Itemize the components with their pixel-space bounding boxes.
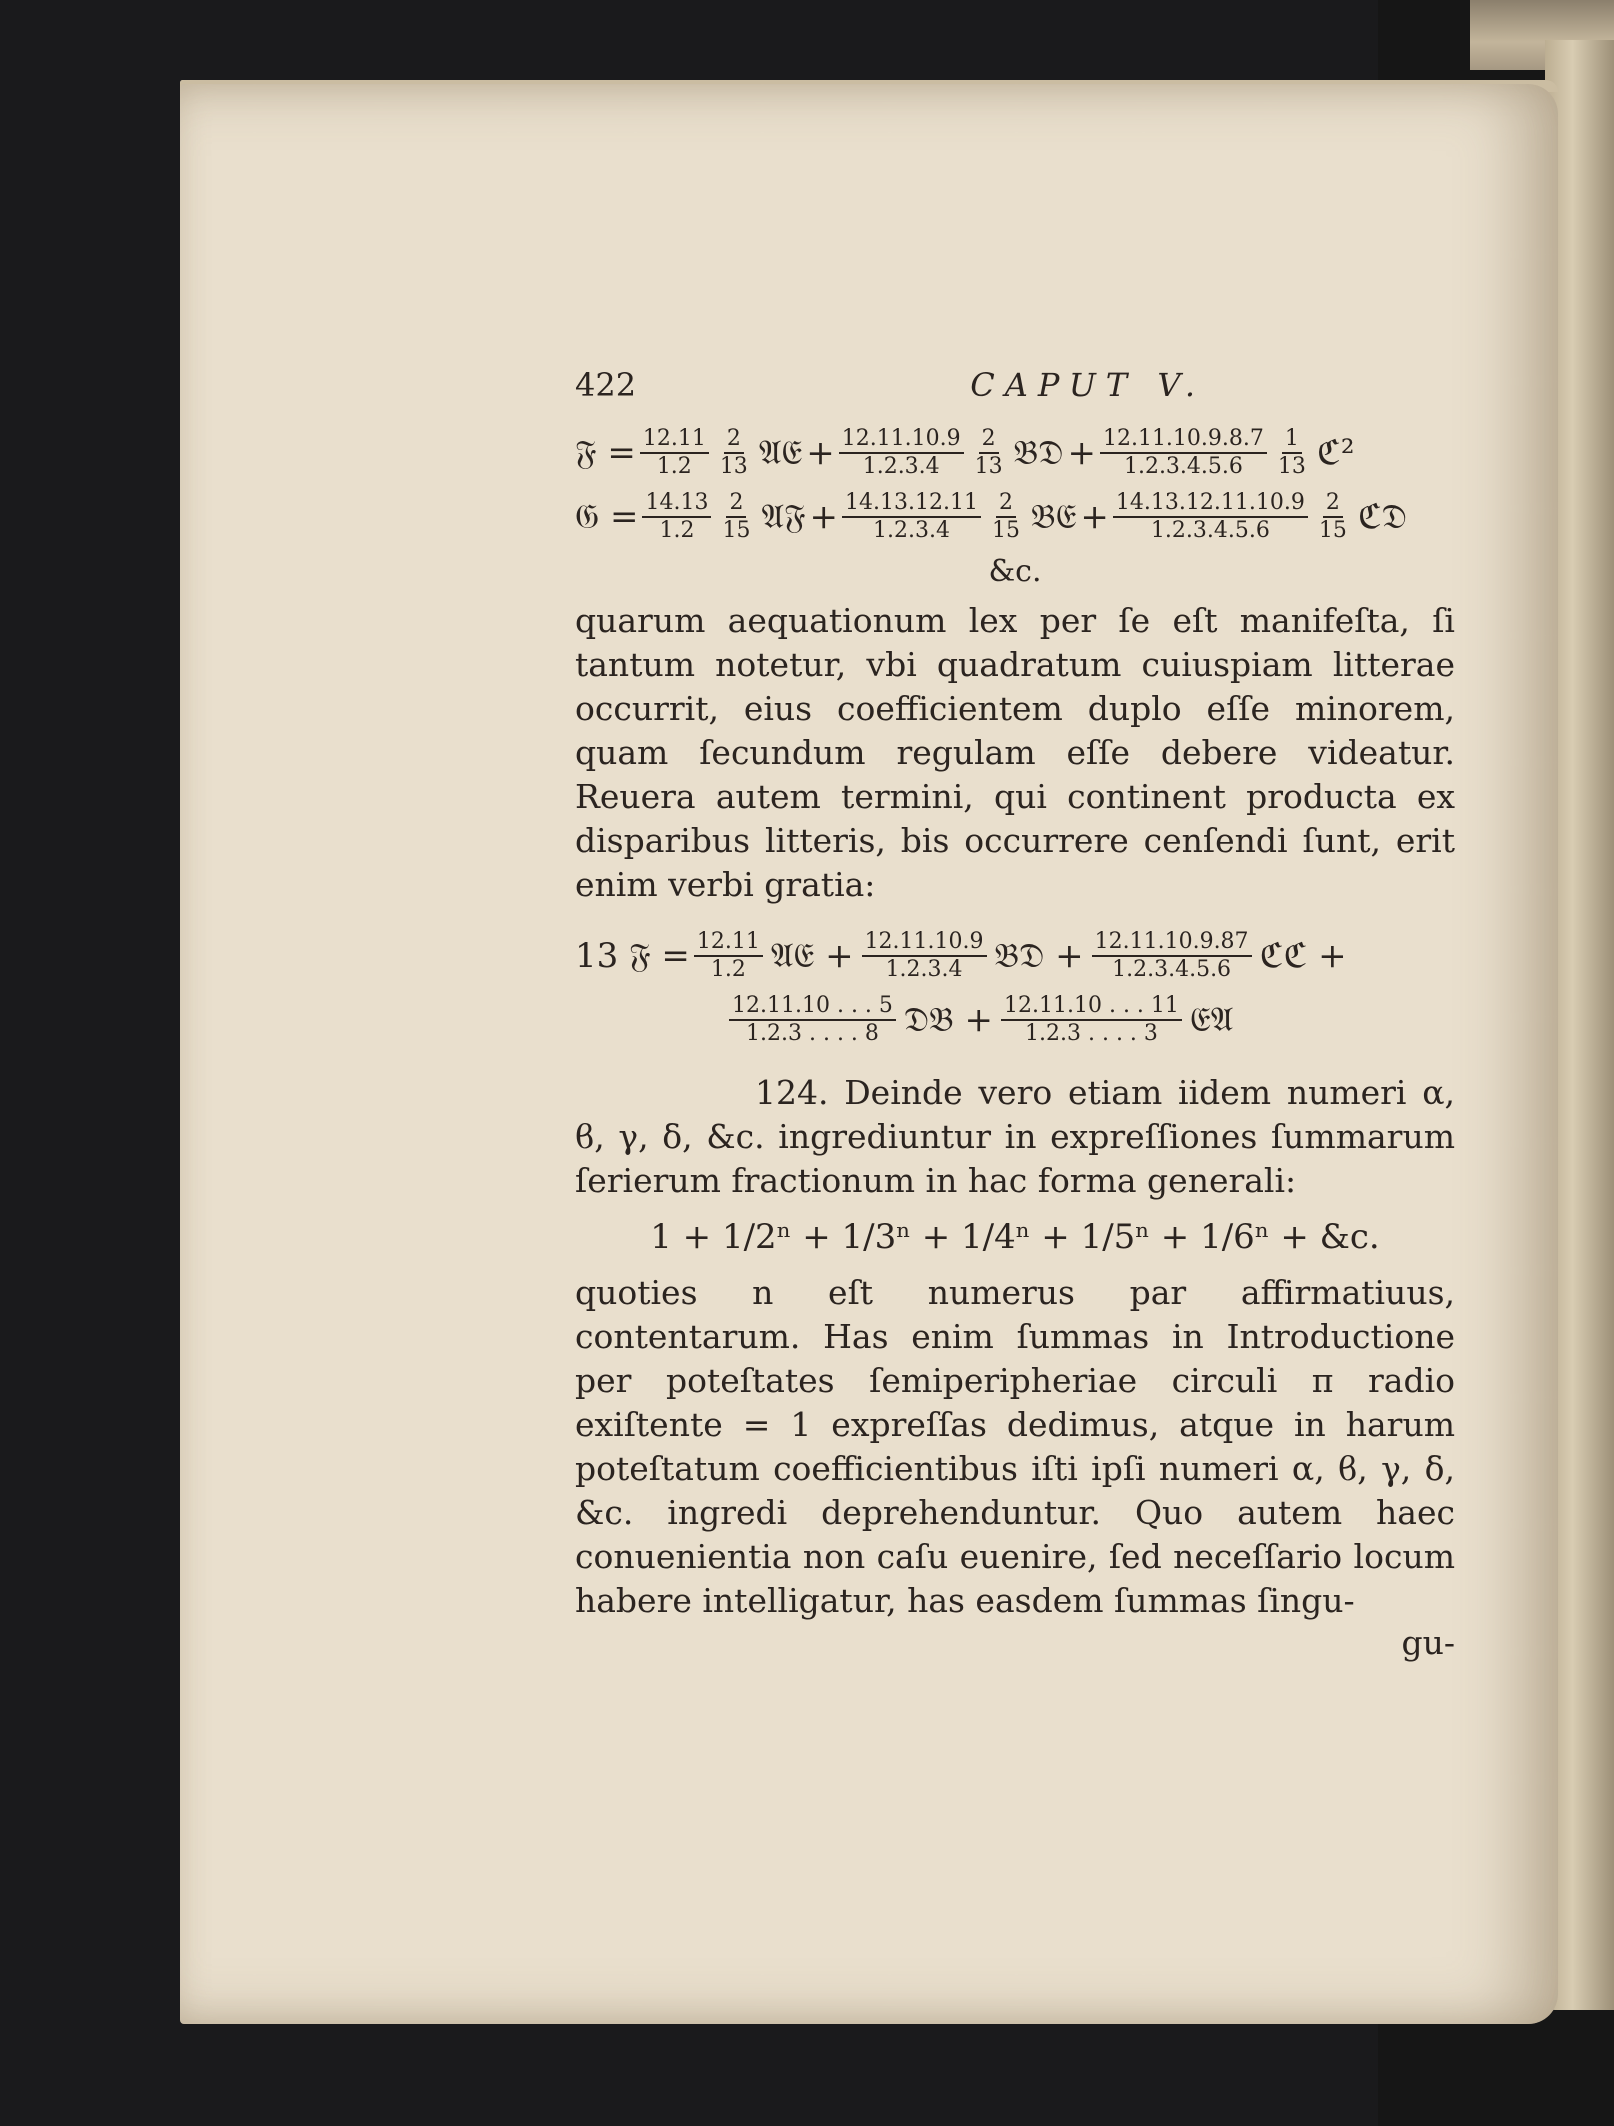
eq-symbol: 𝔄𝔈 [758,433,803,473]
fraction: $\frac{1}{13}$ [1277,426,1306,479]
fraction: $\frac{2}{15}$ [1318,490,1347,543]
equation-13f-line-1 [575,929,1455,983]
fraction: $\frac{14.13.12.11}{1.2.3.4}$ [842,490,981,544]
equation-13f-line-2 [575,993,1455,1047]
page-number: 422 [575,366,637,404]
eq-symbol: ℭ𝔇 [1357,497,1407,537]
fraction: $\frac{14.13}{1.2}$ [642,490,711,544]
equation-g: 𝔊 = $\frac{14.13}{1.2}$ $\frac{2}{15}$ 𝔄𝔉 + $\frac{14.13.12.11}{1.2.3.4}$ $\frac{2}{15}$ 𝔅𝔈 + $\frac{14.13.12.11.10.9}{1.2.3.4.5.6}$ $\frac{2}{15}$ ℭ𝔇 [575,490,1407,543]
fraction: $\frac{12.11.10 . . . 11}{1.2.3 . . . . 3}$ [1001,993,1182,1047]
fraction: $\frac{2}{13}$ [719,426,748,479]
eq-symbol: 𝔅𝔇 [1013,433,1064,473]
paragraph-2: 124. Deinde vero etiam iidem numeri α, ϐ, γ, δ, &c. ingrediuntur in expreſſiones ſummarum ſerierum fractionum in hac forma generali: [575,1073,1455,1200]
fraction: $\frac{2}{13}$ [974,426,1003,479]
fraction: $\frac{12.11.10.9.87}{1.2.3.4.5.6}$ [1092,929,1252,983]
eq-lhs: 13 𝔉 = [575,936,690,976]
eq-symbol: 𝔇𝔅 + [903,1000,993,1040]
eq-symbol: 𝔄𝔈 + [770,936,854,976]
series-formula: 1 + 1/2ⁿ + 1/3ⁿ + 1/4ⁿ + 1/5ⁿ + 1/6ⁿ + &c. [650,1217,1380,1257]
page-header [575,366,1455,416]
page-content [575,366,1455,1662]
equation-f: 𝔉 = $\frac{12.11}{1.2}$ $\frac{2}{13}$ 𝔄𝔈 + $\frac{12.11.10.9}{1.2.3.4}$ $\frac{2}{13}$ 𝔅𝔇 + $\frac{12.11.10.9.8.7}{1.2.3.4.5.6}$ $\frac{1}{13}$ ℭ² [575,426,1355,479]
fraction: $\frac{12.11.10.9.8.7}{1.2.3.4.5.6}$ [1100,426,1267,480]
fraction: $\frac{12.11}{1.2}$ [694,929,763,983]
eq-symbol: 𝔅𝔈 [1031,497,1077,537]
eq-symbol: 𝔅𝔇 + [994,936,1084,976]
fraction: $\frac{12.11}{1.2}$ [640,426,709,480]
eq-lhs: 𝔊 = [575,497,639,537]
catchword: gu- [1401,1623,1455,1662]
fraction: $\frac{12.11.10.9}{1.2.3.4}$ [862,929,987,983]
eq-symbol: ℭℭ + [1259,936,1347,976]
fraction: $\frac{14.13.12.11.10.9}{1.2.3.4.5.6}$ [1113,490,1308,544]
eq-symbol: 𝔄𝔉 [761,497,806,537]
eq-symbol: ℭ² [1316,433,1355,473]
paragraph-3: quoties n eſt numerus par affirmatiuus, contentarum. Has enim ſummas in Introductione per poteſtates ſemiperipheriae circuli π radio exiſtente = 1 expreſſas dedimus, atque in harum poteſtatum coefficientibus iſti ipſi numeri α, ϐ, γ, δ, &c. ingredi deprehenduntur. Quo autem haec conuenientia non caſu euenire, ſed neceſſario locum habere intelligatur, has easdem ſummas ſingu- [575,1273,1455,1620]
fraction: $\frac{12.11.10.9}{1.2.3.4}$ [839,426,964,480]
running-head: CAPUT V. [970,366,1205,404]
fraction: $\frac{12.11.10 . . . 5}{1.2.3 . . . . 8}$ [729,993,896,1047]
etc-line: &c. [988,554,1042,589]
fraction: $\frac{2}{15}$ [992,490,1021,543]
fraction: $\frac{2}{15}$ [722,490,751,543]
paragraph-1: quarum aequationum lex per ſe eſt manifeſta, ſi tantum notetur, vbi quadratum cuiuspiam litterae occurrit, eius coefficientem duplo eſſe minorem, quam ſecundum regulam eſſe debere videatur. Reuera autem termini, qui continent producta ex disparibus litteris, bis occurrere cenſendi ſunt, erit enim verbi gratia: [575,601,1455,904]
eq-symbol: 𝔈𝔄 [1189,1000,1234,1040]
eq-lhs: 𝔉 = [575,433,636,473]
